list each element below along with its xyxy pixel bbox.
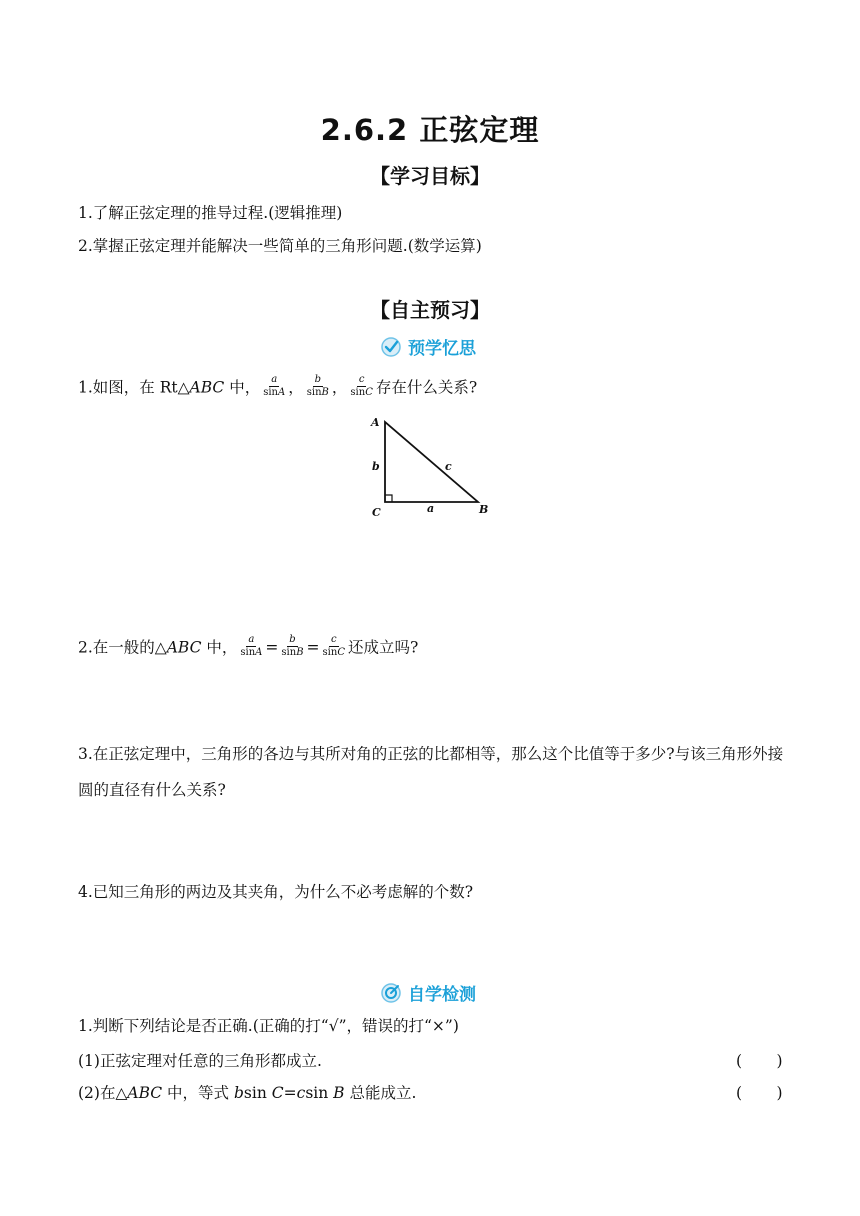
section-heading-objectives: 【学习目标】 — [370, 164, 490, 188]
target-icon — [380, 982, 402, 1004]
q2-fraction-c: $\frac{c}{\sin C}$ — [322, 634, 345, 658]
q1-fraction-b: $\frac{b}{\sin B}$ — [306, 374, 329, 398]
q2-prefix: 2.在一般的△ — [78, 638, 167, 657]
check-intro: 1.判断下列结论是否正确.(正确的打“√”，错误的打“×”) — [78, 1017, 459, 1035]
objective-2: 2.掌握正弦定理并能解决一些简单的三角形问题.(数学运算) — [78, 237, 482, 255]
answer-paren-1[interactable]: ( ) — [736, 1052, 783, 1070]
check-item-2: (2)在△ABC 中，等式 bsin C=csin B 总能成立. — [78, 1084, 417, 1102]
side-label-a: a — [427, 502, 435, 515]
badge-selfcheck-label: 自学检测 — [408, 985, 476, 1005]
q2-mid: 中， — [201, 638, 238, 657]
q1-abc: ABC — [189, 378, 225, 397]
objective-1: 1.了解正弦定理的推导过程.(逻辑推理) — [78, 204, 343, 222]
question-4: 4.已知三角形的两边及其夹角，为什么不必考虑解的个数? — [78, 883, 474, 901]
q1-prefix: 1.如图，在 Rt△ — [78, 378, 190, 397]
question-2: 2.在一般的△ABC 中， $\frac{a}{\sin A}$ = $\frac{b}{\sin B}$ = $\frac{c}{\sin C}$ 还成立吗? — [78, 634, 419, 658]
q2-suffix: 还成立吗? — [347, 638, 419, 657]
section-heading-preview: 【自主预习】 — [370, 298, 490, 322]
q2-fraction-b: $\frac{b}{\sin B}$ — [281, 634, 304, 658]
check-item-1: (1)正弦定理对任意的三角形都成立. — [78, 1052, 322, 1070]
vertex-label-c: C — [372, 506, 381, 519]
q1-mid: 中， — [224, 378, 261, 397]
q1-fraction-c: $\frac{c}{\sin C}$ — [350, 374, 373, 398]
right-angle-mark — [385, 495, 392, 502]
side-label-c: c — [445, 460, 452, 473]
question-1: 1.如图，在 Rt△ABC 中， $\frac{a}{\sin A}$ ， $\frac{b}{\sin B}$ ， $\frac{c}{\sin C}$ 存在什么关系? — [78, 374, 478, 398]
badge-selfcheck — [380, 980, 476, 1005]
q2-abc: ABC — [166, 638, 202, 657]
vertex-label-a: A — [371, 416, 380, 429]
answer-paren-2[interactable]: ( ) — [736, 1084, 783, 1102]
q1-fraction-a: $\frac{a}{\sin A}$ — [263, 374, 286, 398]
side-label-b: b — [372, 460, 380, 473]
badge-recall-label: 预学忆思 — [408, 339, 476, 359]
vertex-label-b: B — [479, 503, 489, 516]
triangle-shape — [385, 422, 478, 502]
check-circle-icon — [380, 336, 402, 358]
question-3: 3.在正弦定理中，三角形的各边与其所对角的正弦的比都相等，那么这个比值等于多少?与该三角形外接圆的直径有什么关系? — [78, 745, 784, 799]
right-triangle-figure — [366, 414, 496, 520]
q1-suffix: 存在什么关系? — [375, 378, 478, 397]
page-title: 2.6.2 正弦定理 — [320, 113, 540, 147]
q2-fraction-a: $\frac{a}{\sin A}$ — [240, 634, 263, 658]
badge-recall — [380, 334, 476, 359]
